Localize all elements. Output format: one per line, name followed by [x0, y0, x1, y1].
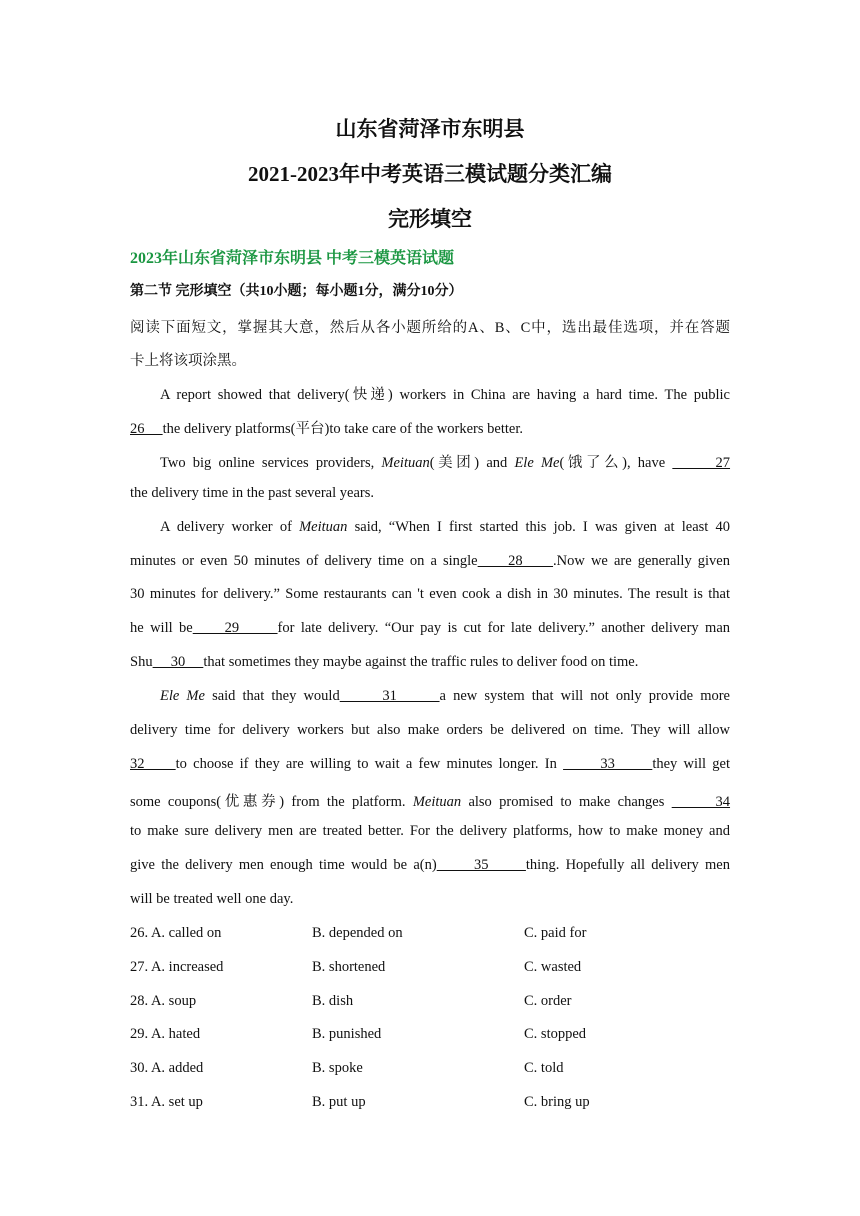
blank-32: 32 — [130, 756, 176, 772]
option-30-c: C. told — [524, 1060, 564, 1076]
passage-text: said, “When I first started this job. I was given at least 40 — [347, 519, 731, 535]
passage-text: also promised to make changes — [461, 794, 672, 810]
passage-text: for late delivery. “Our pay is cut for late delivery.” another delivery man — [277, 620, 731, 636]
option-29-b: B. punished — [312, 1026, 382, 1042]
title-line-1: 山东省菏泽市东明县 — [335, 117, 525, 141]
passage-line — [130, 688, 730, 705]
instruction-line-2: 卡上将该项涂黑。 — [130, 353, 246, 369]
passage-text: give the delivery men enough time would be a(n) — [130, 857, 437, 873]
option-28-c: C. order — [524, 993, 572, 1009]
passage-line: delivery time for delivery workers but also make orders be delivered on time. They will allow — [130, 722, 730, 738]
passage-line: to make sure delivery men are treated better. For the delivery platforms, how to make money and — [130, 823, 730, 839]
option-27-b: B. shortened — [312, 959, 386, 975]
passage-text: .Now we are generally given — [553, 553, 730, 569]
option-28-b: B. dish — [312, 993, 354, 1009]
option-31-c: C. bring up — [524, 1094, 590, 1110]
passage-line: will be treated well one day. — [130, 891, 294, 907]
option-26-b: B. depended on — [312, 925, 403, 941]
title-line-2: 2021-2023年中考英语三模试题分类汇编 — [248, 162, 612, 186]
blank-33: 33 — [563, 756, 653, 772]
passage-line — [130, 756, 730, 773]
blank-31: 31 — [339, 688, 440, 704]
instruction-line-1: 阅读下面短文，掌握其大意，然后从各小题所给的A、B、C中，选出最佳选项，并在答题 — [130, 320, 730, 336]
passage-text: Two big online services providers, — [160, 455, 382, 471]
passage-text: Ele Me — [160, 688, 205, 704]
passage-text: A delivery worker of — [160, 519, 300, 535]
blank-34: 34 — [671, 794, 731, 810]
passage-text: (饿了么), have — [559, 455, 673, 471]
passage-text: Meituan — [412, 794, 462, 810]
passage-line: A report showed that delivery(快递) workers in China are having a hard time. The public — [160, 387, 730, 403]
passage-text: Meituan — [381, 455, 430, 471]
part-heading: 第二节 完形填空（共10小题；每小题1分，满分10分） — [130, 284, 463, 299]
option-26-c: C. paid for — [524, 925, 587, 941]
option-27-c: C. wasted — [524, 959, 582, 975]
passage-line — [130, 857, 730, 874]
passage-line — [130, 790, 730, 811]
passage-text: said that they would — [204, 688, 340, 704]
option-26-a: 26. A. called on — [130, 925, 222, 941]
title-line-3: 完形填空 — [388, 207, 472, 231]
section-heading: 2023年山东省菏泽市东明县 中考三模英语试题 — [130, 250, 455, 267]
passage-line — [130, 620, 730, 637]
passage-line — [130, 553, 730, 570]
passage-text: the delivery platforms(平台)to take care of the workers better. — [162, 421, 523, 437]
passage-text: to choose if they are willing to wait a few minutes longer. In — [175, 756, 564, 772]
passage-text: they will get — [652, 756, 731, 772]
passage-text: (美团) and — [429, 455, 515, 471]
passage-text: that sometimes they maybe against the traffic rules to deliver food on time. — [203, 654, 639, 670]
option-29-c: C. stopped — [524, 1026, 587, 1042]
passage-text: some coupons(优惠券) from the platform. — [130, 794, 413, 810]
passage-line — [130, 417, 730, 438]
passage-text: a new system that will not only provide more — [439, 688, 730, 704]
blank-35: 35 — [436, 857, 526, 873]
passage-text: Ele Me — [514, 455, 560, 471]
passage-text: thing. Hopefully all delivery men — [525, 857, 730, 873]
blank-30: 30 — [152, 654, 204, 670]
blank-28: 28 — [477, 553, 554, 569]
option-27-a: 27. A. increased — [130, 959, 224, 975]
passage-line: the delivery time in the past several years. — [130, 485, 374, 501]
blank-29: 29 — [192, 620, 278, 636]
option-30-b: B. spoke — [312, 1060, 363, 1076]
passage-text: Shu — [130, 654, 153, 670]
option-31-a: 31. A. set up — [130, 1094, 203, 1110]
passage-line: 30 minutes for delivery.” Some restaurants can 't even cook a dish in 30 minutes. The result is that — [130, 586, 730, 602]
passage-text: he will be — [130, 620, 193, 636]
option-28-a: 28. A. soup — [130, 993, 197, 1009]
passage-line — [130, 451, 730, 472]
option-29-a: 29. A. hated — [130, 1026, 201, 1042]
blank-27: 27 — [672, 455, 731, 471]
passage-text: Meituan — [299, 519, 348, 535]
passage-line — [130, 519, 730, 536]
blank-26: 26 — [130, 421, 163, 437]
option-31-b: B. put up — [312, 1094, 366, 1110]
passage-line — [130, 654, 730, 671]
option-30-a: 30. A. added — [130, 1060, 204, 1076]
passage-text: minutes or even 50 minutes of delivery time on a single — [130, 553, 478, 569]
